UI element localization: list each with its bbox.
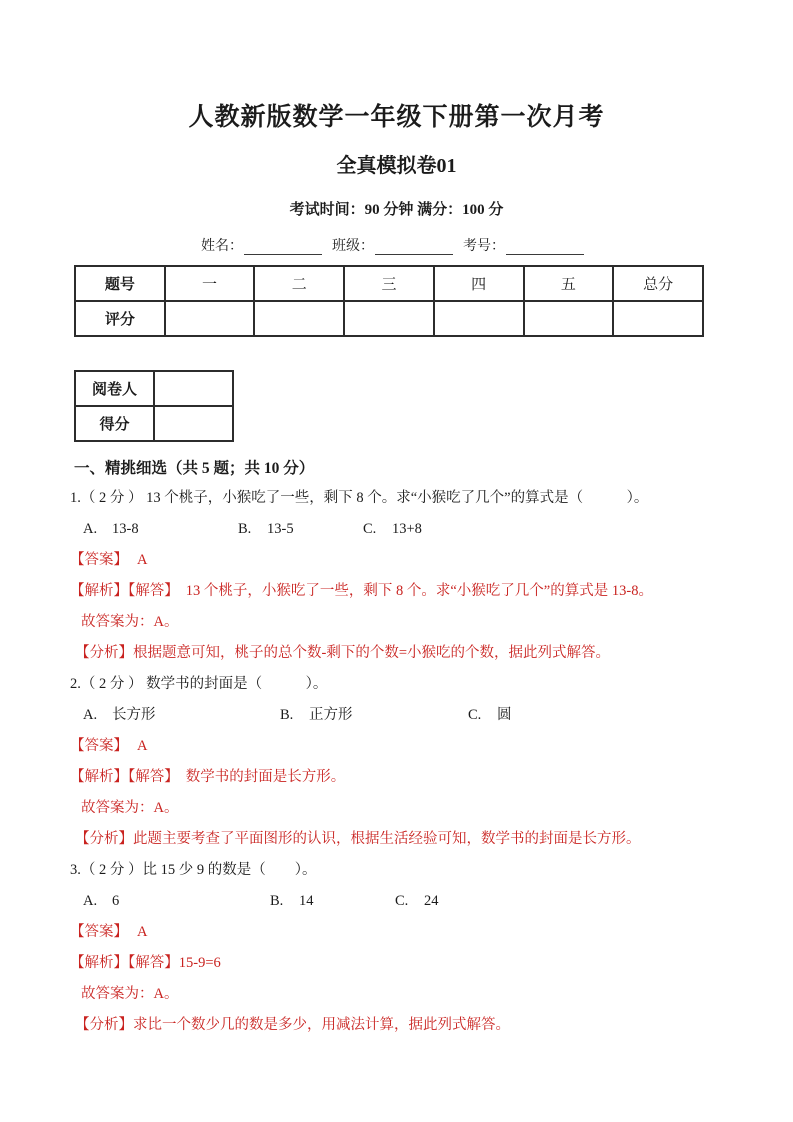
option-c: C. 24	[395, 893, 439, 909]
grader-table	[74, 370, 234, 442]
answer-tag: 【答案】	[70, 924, 128, 940]
analysis-line	[70, 766, 743, 788]
option-b: B. 13-5	[238, 521, 294, 537]
answer-value: A	[137, 924, 148, 940]
exam-info: 考试时间：90 分钟 满分：100 分	[289, 202, 504, 218]
answer-line	[70, 921, 743, 943]
section-heading: 一、精挑细选（共 5 题；共 10 分）	[74, 460, 315, 477]
question-block-1	[70, 487, 743, 664]
score-cell	[434, 301, 524, 336]
analysis-text: 数学书的封面是长方形。	[185, 769, 346, 785]
note-line	[70, 828, 743, 850]
exam-number-label: 考号：	[463, 239, 505, 254]
analysis-tag: 【解析】【解答】	[70, 955, 179, 971]
score-table-col: 四	[434, 266, 524, 301]
question-stem: 1.（ 2 分 ） 13 个桃子，小猴吃了一些，剩下 8 个。求“小猴吃了几个”的算式是（ ）。	[70, 490, 649, 506]
score-table-col: 一	[165, 266, 255, 301]
answer-tag: 【答案】	[70, 738, 128, 754]
score-cell	[165, 301, 255, 336]
conclusion-line: 故答案为：A。	[81, 614, 179, 630]
answer-value: A	[137, 738, 148, 754]
analysis-line	[70, 952, 743, 974]
answer-line	[70, 549, 743, 571]
score-summary-table	[74, 265, 704, 337]
score-table-col: 五	[524, 266, 614, 301]
class-blank-field	[375, 239, 453, 255]
obtained-score-row	[75, 406, 233, 441]
option-a: A. 13-8	[83, 521, 139, 537]
score-cell	[344, 301, 434, 336]
question-options	[70, 890, 743, 912]
conclusion-line: 故答案为：A。	[81, 986, 179, 1002]
score-table-col: 二	[254, 266, 344, 301]
analysis-tag: 【解析】【解答】	[70, 583, 179, 599]
option-b: B. 正方形	[280, 707, 353, 723]
grader-cell	[154, 371, 233, 406]
option-a: A. 6	[83, 893, 120, 909]
student-info-row	[0, 235, 793, 255]
note-line	[70, 1014, 743, 1036]
analysis-tag: 【解析】【解答】	[70, 769, 179, 785]
answer-tag: 【答案】	[70, 552, 128, 568]
page-title: 人教新版数学一年级下册第一次月考	[188, 104, 605, 131]
note-line	[70, 642, 743, 664]
score-table-score-row	[75, 301, 703, 336]
note-tag: 【分析】	[75, 831, 133, 847]
note-tag: 【分析】	[75, 1017, 133, 1033]
answer-value: A	[137, 552, 148, 568]
answer-line	[70, 735, 743, 757]
score-table-col: 三	[344, 266, 434, 301]
page-subtitle: 全真模拟卷01	[336, 155, 457, 177]
name-label: 姓名：	[201, 239, 243, 254]
analysis-line	[70, 580, 743, 602]
class-label: 班级：	[332, 239, 374, 254]
question-stem: 2.（ 2 分 ） 数学书的封面是（ ）。	[70, 676, 328, 692]
note-tag: 【分析】	[75, 645, 133, 661]
obtained-score-label: 得分	[75, 406, 154, 441]
option-a: A. 长方形	[83, 707, 156, 723]
score-table-header-row	[75, 266, 703, 301]
score-cell	[524, 301, 614, 336]
analysis-text: 15-9=6	[178, 955, 221, 971]
option-c: C. 圆	[468, 707, 512, 723]
analysis-text: 13 个桃子，小猴吃了一些，剩下 8 个。求“小猴吃了几个”的算式是 13-8。	[185, 583, 653, 599]
option-c: C. 13+8	[363, 521, 422, 537]
option-b: B. 14	[270, 893, 314, 909]
score-cell	[613, 301, 703, 336]
exam-number-blank-field	[506, 239, 584, 255]
obtained-score-cell	[154, 406, 233, 441]
note-text: 此题主要考查了平面图形的认识，根据生活经验可知，数学书的封面是长方形。	[133, 831, 641, 847]
score-cell	[254, 301, 344, 336]
score-table-row-header: 题号	[75, 266, 165, 301]
grader-label: 阅卷人	[75, 371, 154, 406]
conclusion-line: 故答案为：A。	[81, 800, 179, 816]
question-options	[70, 704, 743, 726]
score-row-label: 评分	[75, 301, 165, 336]
question-options	[70, 518, 743, 540]
score-table-col: 总分	[613, 266, 703, 301]
note-text: 求比一个数少几的数是多少，用减法计算，据此列式解答。	[133, 1017, 510, 1033]
question-stem: 3.（ 2 分 ）比 15 少 9 的数是（ ）。	[70, 862, 317, 878]
name-blank-field	[244, 239, 322, 255]
note-text: 根据题意可知，桃子的总个数-剩下的个数=小猴吃的个数，据此列式解答。	[133, 645, 611, 661]
question-block-3	[70, 859, 743, 1036]
grader-row	[75, 371, 233, 406]
question-block-2	[70, 673, 743, 850]
